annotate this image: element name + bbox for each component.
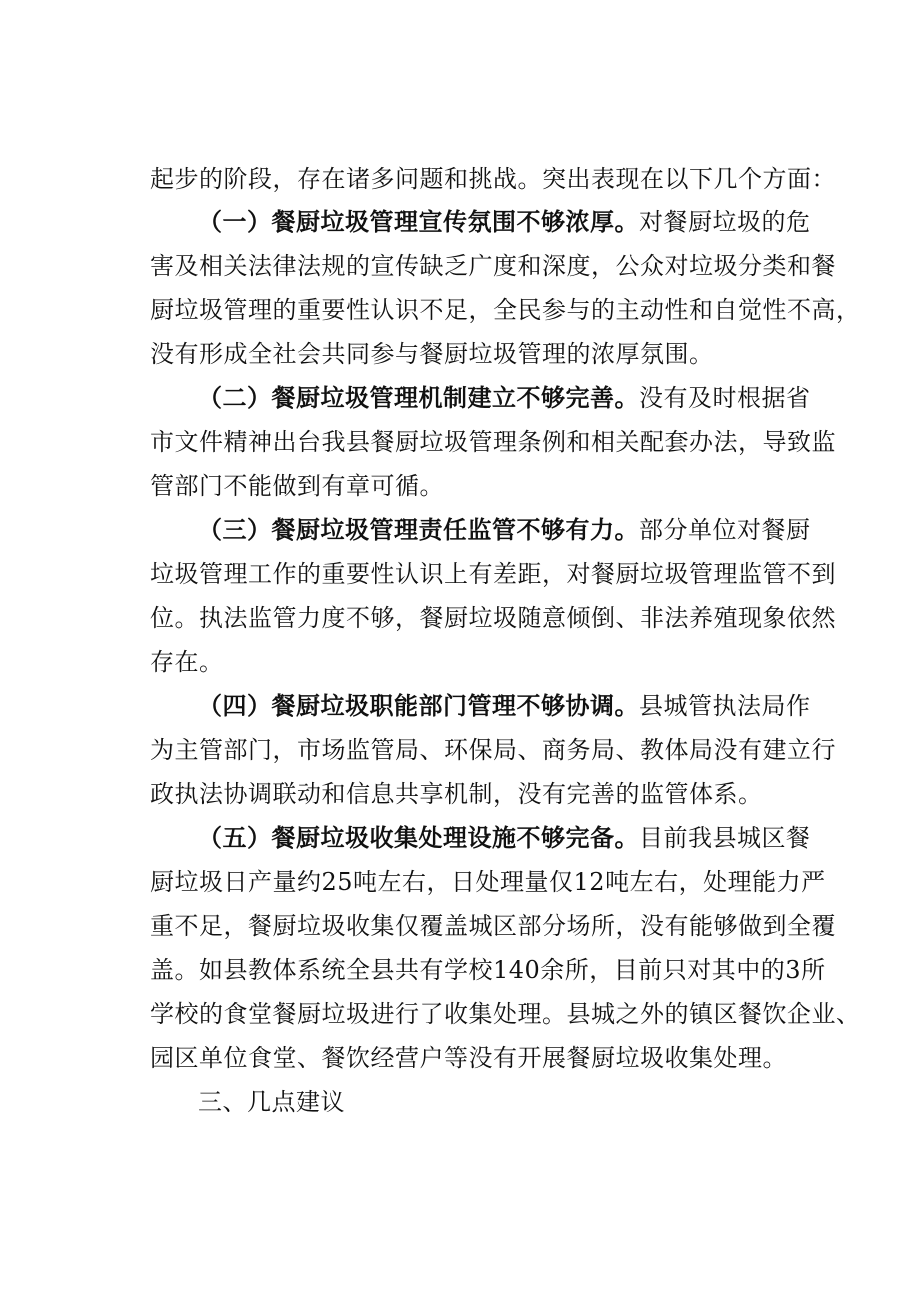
section-3-line: 存在。 [150, 648, 224, 676]
section-1-line: 害及相关法律法规的宣传缺乏广度和深度，公众对垃圾分类和餐 [150, 252, 836, 280]
section-4-line: 政执法协调联动和信息共享机制，没有完善的监管体系。 [150, 780, 763, 808]
section-1-heading: （一）餐厨垃圾管理宣传氛围不够浓厚。 [198, 207, 639, 236]
section-5-line: 学校的食堂餐厨垃圾进行了收集处理。县城之外的镇区餐饮企业、 [150, 1000, 861, 1028]
section-5-line: 盖。如县教体系统全县共有学校140余所，目前只对其中的3所 [150, 956, 826, 984]
section-5-line: 园区单位食堂、餐饮经营户等没有开展餐厨垃圾收集处理。 [150, 1044, 787, 1072]
section-3-line: 垃圾管理工作的重要性认识上有差距，对餐厨垃圾管理监管不到 [150, 560, 836, 588]
section-5-first-line [198, 822, 858, 854]
section-2-line: 市文件精神出台我县餐厨垃圾管理条例和相关配套办法，导致监 [150, 428, 836, 456]
section-1-text: 对餐厨垃圾的危 [639, 208, 811, 236]
section-4-first-line [198, 690, 858, 722]
intro-line: 起步的阶段，存在诸多问题和挑战。突出表现在以下几个方面： [150, 165, 836, 193]
section-2-text: 没有及时根据省 [639, 384, 811, 412]
section-2-line: 管部门不能做到有章可循。 [150, 472, 444, 500]
section-1-line: 没有形成全社会共同参与餐厨垃圾管理的浓厚氛围。 [150, 340, 714, 368]
section-4-text: 县城管执法局作 [639, 692, 811, 720]
section-2-heading: （二）餐厨垃圾管理机制建立不够完善。 [198, 383, 639, 412]
section-three-heading: 三、几点建议 [198, 1088, 345, 1116]
section-3-first-line [198, 514, 858, 546]
section-4-heading: （四）餐厨垃圾职能部门管理不够协调。 [198, 691, 639, 720]
section-5-text: 目前我县城区餐 [639, 824, 811, 852]
section-3-text: 部分单位对餐厨 [639, 516, 811, 544]
section-3-heading: （三）餐厨垃圾管理责任监管不够有力。 [198, 515, 639, 544]
section-5-line: 重不足，餐厨垃圾收集仅覆盖城区部分场所，没有能够做到全覆 [150, 912, 836, 940]
section-5-line: 厨垃圾日产量约25吨左右，日处理量仅12吨左右，处理能力严 [150, 868, 826, 896]
section-2-first-line [198, 382, 858, 414]
section-1-first-line [198, 206, 858, 238]
section-1-line: 厨垃圾管理的重要性认识不足，全民参与的主动性和自觉性不高， [150, 296, 861, 324]
section-5-heading: （五）餐厨垃圾收集处理设施不够完备。 [198, 823, 639, 852]
section-3-line: 位。执法监管力度不够，餐厨垃圾随意倾倒、非法养殖现象依然 [150, 604, 836, 632]
section-4-line: 为主管部门，市场监管局、环保局、商务局、教体局没有建立行 [150, 736, 836, 764]
